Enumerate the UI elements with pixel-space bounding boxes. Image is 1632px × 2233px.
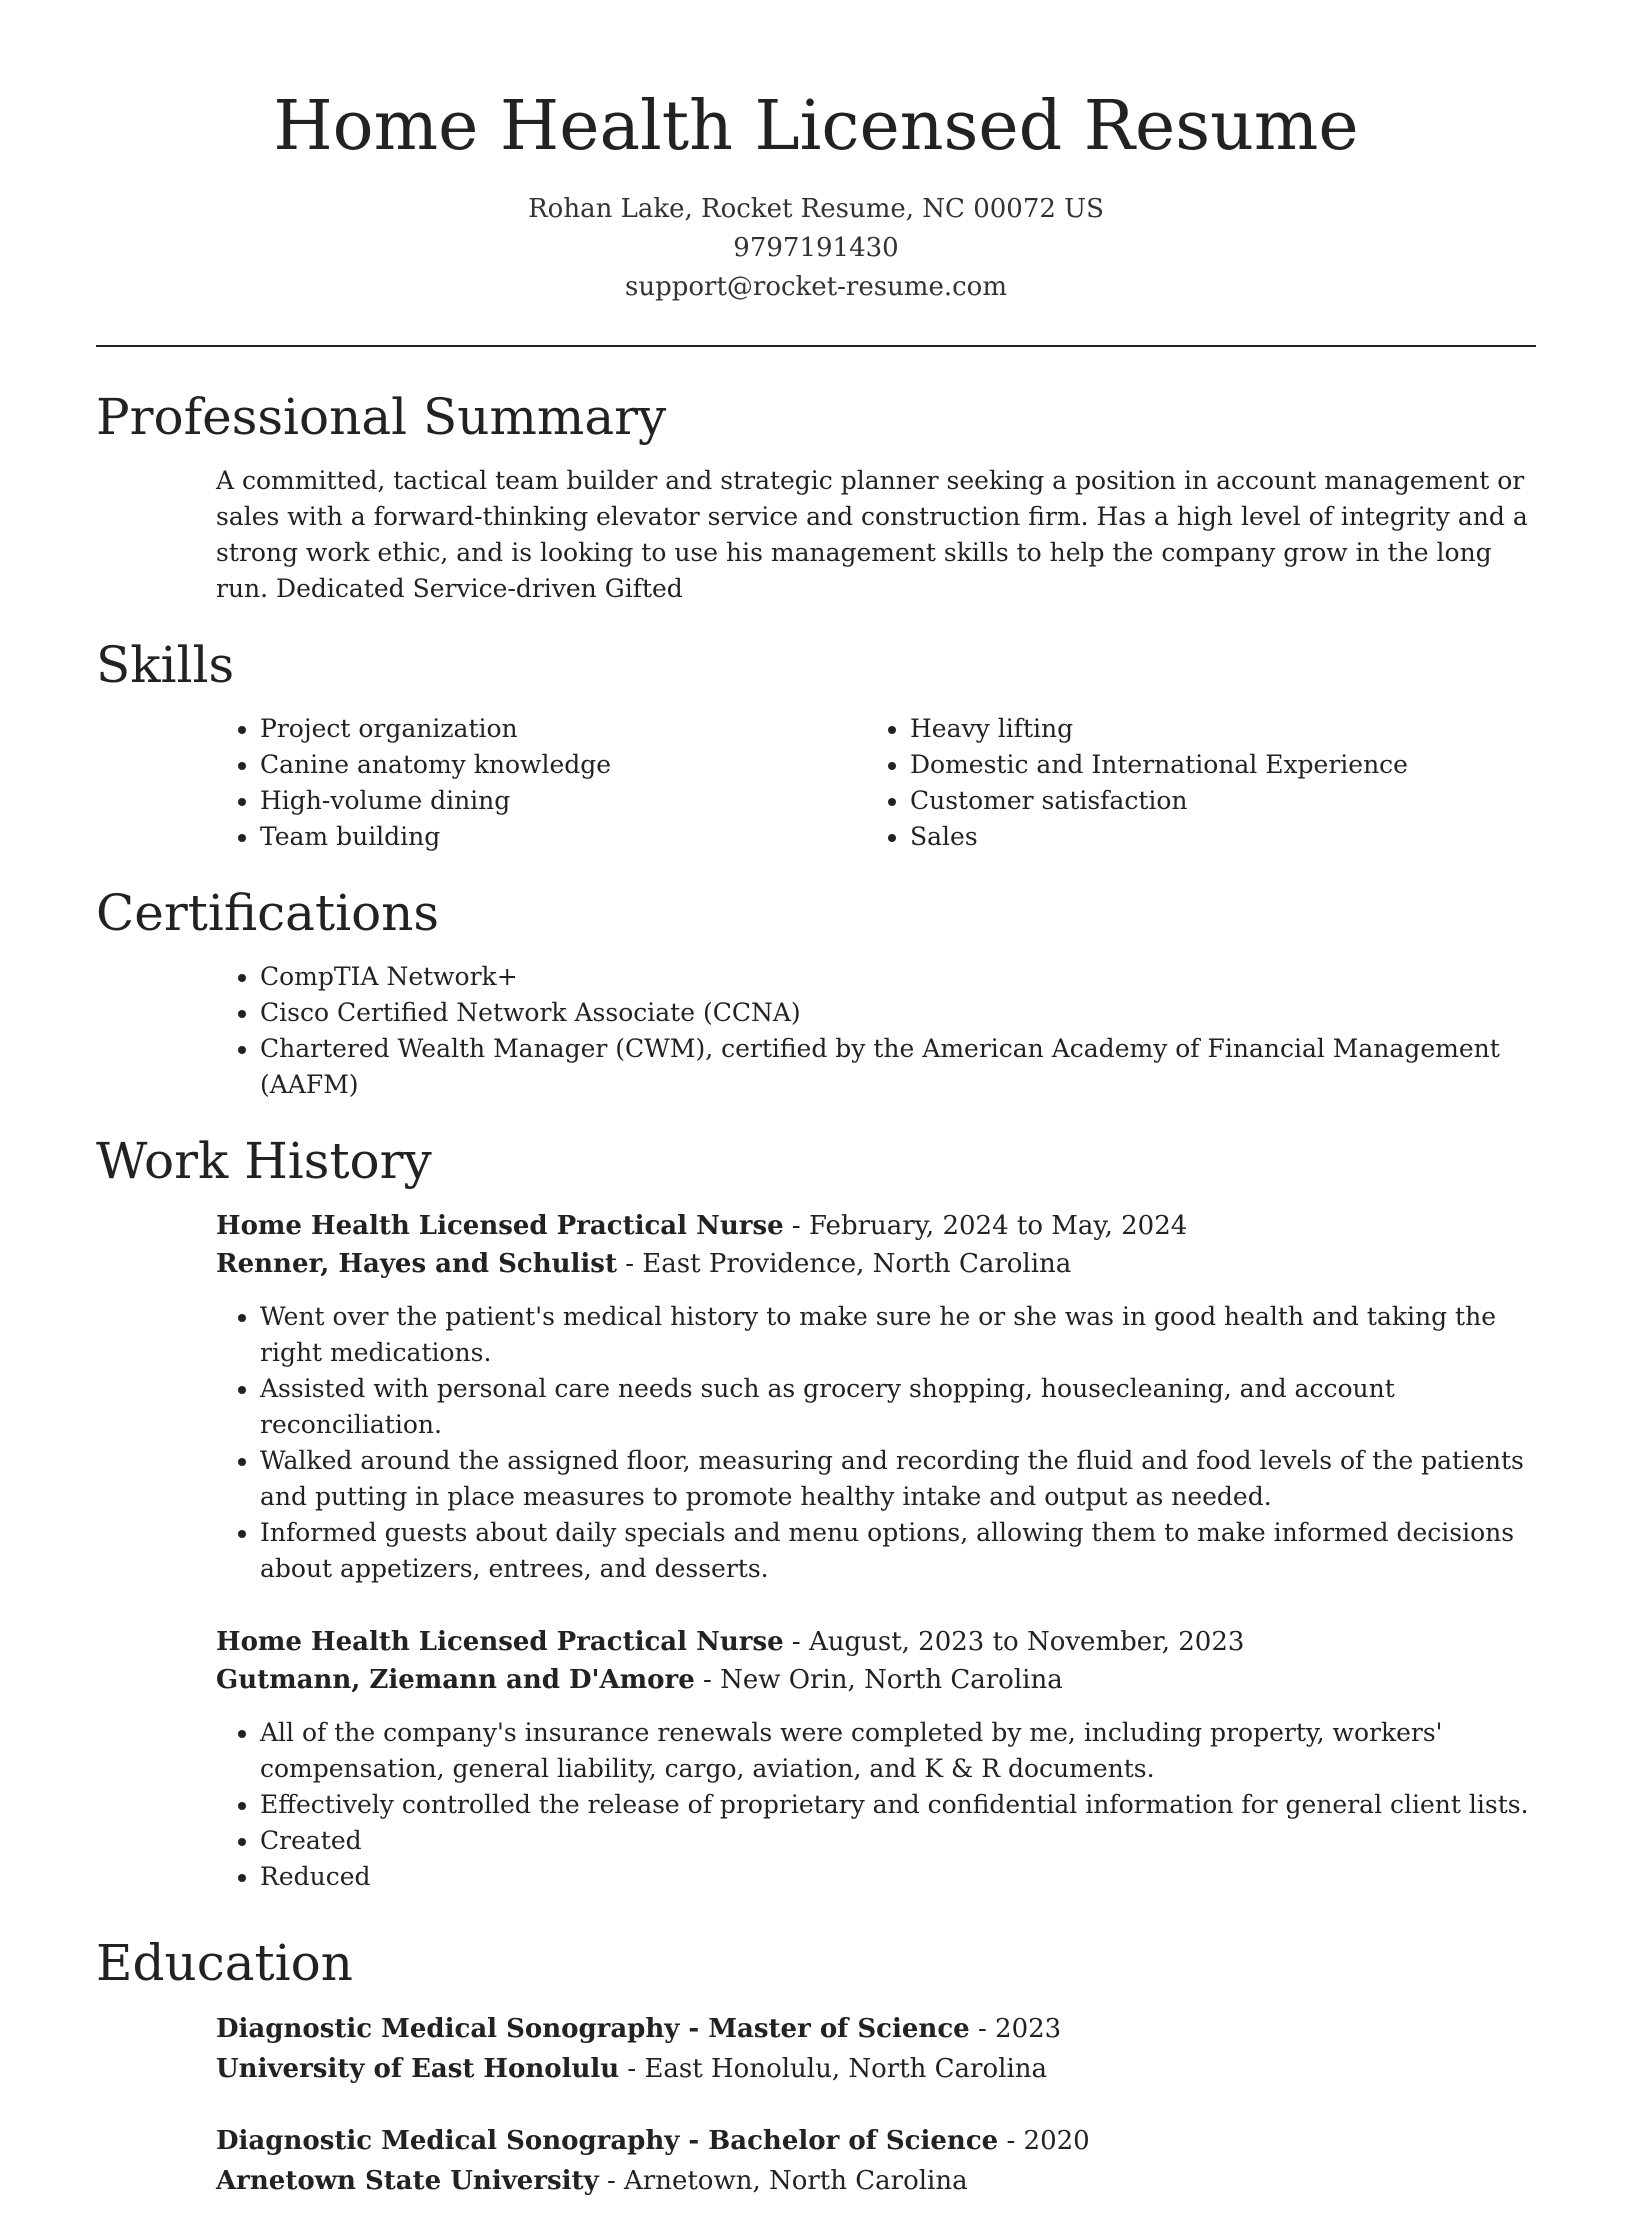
education-location: - East Honolulu, North Carolina (619, 2054, 1048, 2084)
education-location: - Arnetown, North Carolina (598, 2166, 968, 2196)
header-divider (96, 345, 1536, 347)
education-heading: Education (96, 1934, 353, 1992)
job-company: Gutmann, Ziemann and D'Amore (216, 1665, 695, 1695)
skill-item: • Domestic and International Experience (910, 747, 1516, 783)
job-company-line (216, 1661, 1536, 1699)
skills-section (96, 711, 1536, 855)
job-company-line (216, 1245, 1536, 1283)
skill-item: • Team building (260, 819, 866, 855)
work-history-section (96, 1207, 1536, 1895)
education-field: Diagnostic Medical Sonography - Master of Science (216, 2014, 970, 2044)
job-bullet: • Went over the patient's medical history to make sure he or she was in good health and taking the right medications. (260, 1299, 1536, 1371)
skill-item: • Heavy lifting (910, 711, 1516, 747)
skill-item: • Canine anatomy knowledge (260, 747, 866, 783)
certification-item: • CompTIA Network+ (260, 959, 1536, 995)
skill-item: • High-volume dining (260, 783, 866, 819)
job-bullet: • Walked around the assigned floor, measuring and recording the fluid and food levels of the patients and putting in place measures to promote healthy intake and output as needed. (260, 1443, 1536, 1515)
education-school-line (216, 2161, 1536, 2201)
education-year: - 2023 (969, 2014, 1062, 2044)
resume-title: Home Health Licensed Resume (273, 87, 1359, 166)
work-history-heading: Work History (96, 1132, 432, 1190)
email-address: support@rocket-resume.com (624, 272, 1007, 302)
education-section (96, 2009, 1536, 2201)
job-entry (216, 1623, 1536, 1895)
education-field: Diagnostic Medical Sonography - Bachelor of Science (216, 2126, 999, 2156)
job-location: - East Providence, North Carolina (616, 1249, 1072, 1279)
address: Rohan Lake, Rocket Resume, NC 00072 US (528, 194, 1104, 224)
job-bullet: • Assisted with personal care needs such as grocery shopping, housecleaning, and account reconciliation. (260, 1371, 1536, 1443)
job-bullet: • Informed guests about daily specials and menu options, allowing them to make informed decisions about appetizers, entrees, and desserts. (260, 1515, 1536, 1587)
education-year: - 2020 (998, 2126, 1090, 2156)
resume-page (96, 0, 1536, 2233)
job-dates: - August, 2023 to November, 2023 (783, 1627, 1245, 1657)
job-bullet: • Created (260, 1823, 1536, 1859)
summary-heading: Professional Summary (96, 388, 667, 446)
job-location: - New Orin, North Carolina (694, 1665, 1063, 1695)
summary-text: A committed, tactical team builder and strategic planner seeking a position in account management or sales with a forward-thinking elevator service and construction firm. Has a high level of integrity and a strong work ethic, and is looking to use his management skills to help the company grow in the long run. Dedicated Service-driven Gifted (216, 466, 1528, 603)
certification-item: • Chartered Wealth Manager (CWM), certified by the American Academy of Financial Management (AAFM) (260, 1031, 1536, 1103)
skills-heading: Skills (96, 636, 235, 694)
job-entry (216, 1207, 1536, 1587)
job-bullet: • All of the company's insurance renewals were completed by me, including property, workers' compensation, general liability, cargo, aviation, and K & R documents. (260, 1715, 1536, 1787)
job-company: Renner, Hayes and Schulist (216, 1249, 617, 1279)
job-title-line (216, 1207, 1536, 1245)
certifications-section (96, 959, 1536, 1103)
skill-item: • Project organization (260, 711, 866, 747)
certification-item: • Cisco Certified Network Associate (CCNA) (260, 995, 1536, 1031)
job-title: Home Health Licensed Practical Nurse (216, 1211, 784, 1241)
education-school-line (216, 2049, 1536, 2089)
resume-header (96, 0, 1536, 307)
skills-grid (216, 711, 1536, 855)
skills-column-right (866, 711, 1516, 855)
education-school: University of East Honolulu (216, 2054, 620, 2084)
job-bullet: • Reduced (260, 1859, 1536, 1895)
certifications-heading: Certifications (96, 884, 440, 942)
summary-section (96, 463, 1536, 607)
education-degree-line (216, 2121, 1536, 2161)
job-dates: - February, 2024 to May, 2024 (783, 1211, 1188, 1241)
job-title: Home Health Licensed Practical Nurse (216, 1627, 784, 1657)
education-entry (216, 2121, 1536, 2201)
education-degree-line (216, 2009, 1536, 2049)
skill-item: • Customer satisfaction (910, 783, 1516, 819)
skill-item: • Sales (910, 819, 1516, 855)
skills-column-left (216, 711, 866, 855)
job-title-line (216, 1623, 1536, 1661)
education-entry (216, 2009, 1536, 2089)
phone-number: 9797191430 (733, 233, 899, 263)
education-school: Arnetown State University (216, 2166, 599, 2196)
job-bullet: • Effectively controlled the release of proprietary and confidential information for general client lists. (260, 1787, 1536, 1823)
